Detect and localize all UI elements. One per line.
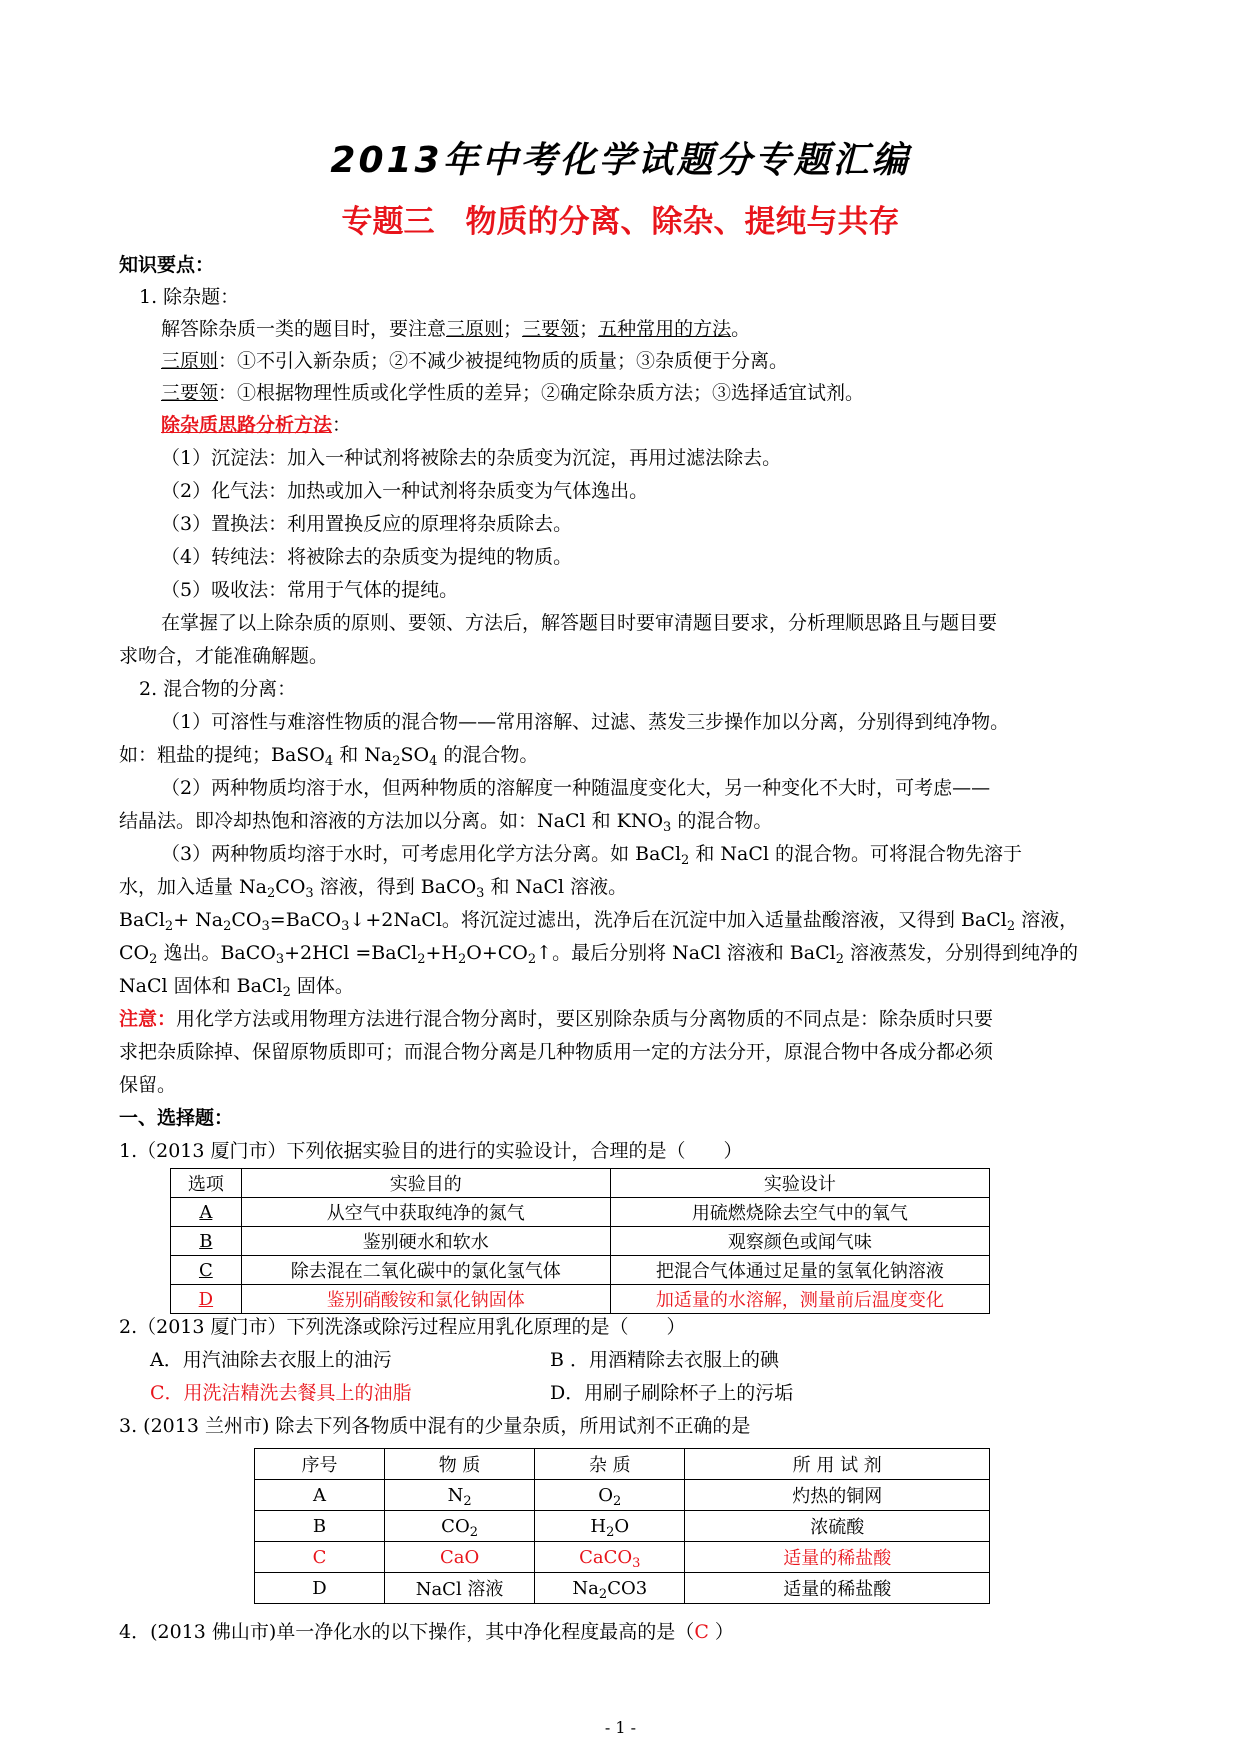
goal-cell: 除去混在二氧化碳中的氯化氢气体 <box>241 1256 610 1285</box>
impurity-cell: $H_2O$ <box>535 1511 685 1542</box>
substance-cell: $CO_2$ <box>385 1511 535 1542</box>
table-header-cell: 序号 <box>255 1449 385 1480</box>
separation-p1-line-2: 如：粗盐的提纯；BaSO$_4$ 和 $Na_2SO_4$ 的混合物。 <box>119 744 539 769</box>
table-row-answer <box>255 1542 990 1573</box>
table-header-row <box>255 1449 990 1480</box>
question-2-option-b: B ．用酒精除去衣服上的碘 <box>550 1349 780 1371</box>
no-cell: C <box>255 1542 385 1573</box>
table-row <box>171 1198 990 1227</box>
table-row <box>255 1480 990 1511</box>
section-choice-heading: 一、选择题： <box>119 1107 234 1129</box>
impurity-cell: $Na_2CO3$ <box>535 1573 685 1604</box>
note-line-2: 求把杂质除掉、保留原物质即可；而混合物分离是几种物质用一定的方法分开，原混合物中各成分都必须 <box>119 1041 994 1063</box>
table-header-cell: 实验设计 <box>610 1169 989 1198</box>
page-number: - 1 - <box>604 1718 637 1737</box>
table-header-cell: 所 用 试 剂 <box>685 1449 990 1480</box>
reagent-cell: 浓硫酸 <box>685 1511 990 1542</box>
question-2-option-d: D．用刷子刷除杯子上的污垢 <box>550 1382 794 1404</box>
document-subtitle: 专题三 物质的分离、除杂、提纯与共存 <box>341 204 900 240</box>
separation-p1-line-1: （1）可溶性与难溶性物质的混合物——常用溶解、过滤、蒸发三步操作加以分离，分别得到纯净物。 <box>161 711 1010 733</box>
table-row <box>255 1511 990 1542</box>
method-item: （2）化气法：加热或加入一种试剂将杂质变为气体逸出。 <box>161 480 649 502</box>
table-row <box>171 1256 990 1285</box>
no-cell: A <box>255 1480 385 1511</box>
separation-p3-line-2: 水，加入适量 $Na_2CO_3$ 溶液，得到 BaCO$_3$ 和 NaCl 溶液。 <box>119 876 628 901</box>
table-header-cell: 杂 质 <box>535 1449 685 1480</box>
reagent-cell: 适量的稀盐酸 <box>685 1573 990 1604</box>
intro-three-principles: 三原则 <box>446 318 504 340</box>
table-row <box>171 1227 990 1256</box>
note-line-1: 注意：用化学方法或用物理方法进行混合物分离时，要区别除杂质与分离物质的不同点是：除杂质时只要 <box>119 1008 994 1030</box>
option-cell: D <box>171 1285 242 1314</box>
note-line-3: 保留。 <box>119 1074 177 1096</box>
question-1-stem: 1.（2013 厦门市）下列依据实验目的进行的实验设计，合理的是（ ） <box>119 1140 743 1162</box>
table-header-cell: 选项 <box>171 1169 242 1198</box>
question-3-table <box>254 1448 990 1604</box>
question-4-stem: 4．(2013 佛山市)单一净化水的以下操作，其中净化程度最高的是（C ） <box>119 1621 734 1643</box>
question-4-answer: C <box>694 1621 709 1643</box>
goal-cell: 鉴别硬水和软水 <box>241 1227 610 1256</box>
equation-line-1: BaCl$_2$+ $Na_2CO_3=BaCO_3↓+2NaCl$。将沉淀过滤出，洗净后在沉淀中加入适量盐酸溶液，又得到 BaCl$_2$ 溶液， <box>119 909 1079 934</box>
section-1-intro: 解答除杂质一类的题目时，要注意三原则；三要领；五种常用的方法。 <box>161 318 751 340</box>
equation-line-2: $CO_2$ 逸出。BaCO$_3$+2HCl $=BaCl_2+H_2O+CO_2↑$。最后分别将 NaCl 溶液和 BaCl$_2$ 溶液蒸发，分别得到纯净的 <box>119 942 1079 967</box>
no-cell: B <box>255 1511 385 1542</box>
reagent-cell: 适量的稀盐酸 <box>685 1542 990 1573</box>
table-row-answer <box>171 1285 990 1314</box>
knowledge-heading: 知识要点： <box>119 254 215 276</box>
design-cell: 加适量的水溶解，测量前后温度变化 <box>610 1285 989 1314</box>
method-item: （4）转纯法：将被除去的杂质变为提纯的物质。 <box>161 546 573 568</box>
method-item: （1）沉淀法：加入一种试剂将被除去的杂质变为沉淀，再用过滤法除去。 <box>161 447 782 469</box>
summary-line-1: 在掌握了以上除杂质的原则、要领、方法后，解答题目时要审清题目要求，分析理顺思路且与题目要 <box>161 612 998 634</box>
question-2-stem: 2.（2013 厦门市）下列洗涤或除污过程应用乳化原理的是（ ） <box>119 1316 686 1338</box>
note-label: 注意： <box>119 1008 177 1030</box>
goal-cell: 鉴别硝酸铵和氯化钠固体 <box>241 1285 610 1314</box>
table-row <box>255 1573 990 1604</box>
option-cell: B <box>171 1227 242 1256</box>
table-header-cell: 实验目的 <box>241 1169 610 1198</box>
essentials-line: 三要领：①根据物理性质或化学性质的差异；②确定除杂质方法；③选择适宜试剂。 <box>161 382 865 404</box>
no-cell: D <box>255 1573 385 1604</box>
equation-line-3: NaCl 固体和 BaCl$_2$ 固体。 <box>119 975 354 1000</box>
method-heading: 除杂质思路分析方法： <box>161 414 352 436</box>
question-2-option-a: A．用汽油除去衣服上的油污 <box>150 1349 392 1371</box>
impurity-cell: $O_2$ <box>535 1480 685 1511</box>
document-title: 2013年中考化学试题分专题汇编 <box>330 140 911 181</box>
design-cell: 把混合气体通过足量的氢氧化钠溶液 <box>610 1256 989 1285</box>
goal-cell: 从空气中获取纯净的氮气 <box>241 1198 610 1227</box>
table-header-cell: 物 质 <box>385 1449 535 1480</box>
intro-five-methods: 五种常用的方法 <box>598 318 732 340</box>
impurity-cell: CaCO$_3$ <box>535 1542 685 1573</box>
substance-cell: $N_2$ <box>385 1480 535 1511</box>
separation-p3-line-1: （3）两种物质均溶于水时，可考虑用化学方法分离。如 BaCl$_2$ 和 NaCl 的混合物。可将混合物先溶于 <box>161 843 1023 868</box>
substance-cell: NaCl 溶液 <box>385 1573 535 1604</box>
table-header-row <box>171 1169 990 1198</box>
design-cell: 观察颜色或闻气味 <box>610 1227 989 1256</box>
intro-three-essentials: 三要领 <box>522 318 580 340</box>
question-3-stem: 3. (2013 兰州市) 除去下列各物质中混有的少量杂质，所用试剂不正确的是 <box>119 1415 751 1437</box>
principles-line: 三原则：①不引入新杂质；②不减少被提纯物质的质量；③杂质便于分离。 <box>161 350 789 372</box>
design-cell: 用硫燃烧除去空气中的氧气 <box>610 1198 989 1227</box>
method-item: （5）吸收法：常用于气体的提纯。 <box>161 579 459 601</box>
option-cell: C <box>171 1256 242 1285</box>
separation-p2-line-2: 结晶法。即冷却热饱和溶液的方法加以分离。如：NaCl 和 $KNO_3$ 的混合物。 <box>119 810 773 835</box>
section-1-heading: 1. 除杂题： <box>139 286 240 308</box>
question-2-option-c-answer: C．用洗洁精洗去餐具上的油脂 <box>150 1382 412 1404</box>
separation-p2-line-1: （2）两种物质均溶于水，但两种物质的溶解度一种随温度变化大，另一种变化不大时，可考虑—— <box>161 777 991 799</box>
method-item: （3）置换法：利用置换反应的原理将杂质除去。 <box>161 513 573 535</box>
summary-line-2: 求吻合，才能准确解题。 <box>119 645 329 667</box>
option-cell: A <box>171 1198 242 1227</box>
question-1-table <box>170 1168 990 1314</box>
substance-cell: CaO <box>385 1542 535 1573</box>
section-2-heading: 2. 混合物的分离： <box>139 678 297 700</box>
reagent-cell: 灼热的铜网 <box>685 1480 990 1511</box>
